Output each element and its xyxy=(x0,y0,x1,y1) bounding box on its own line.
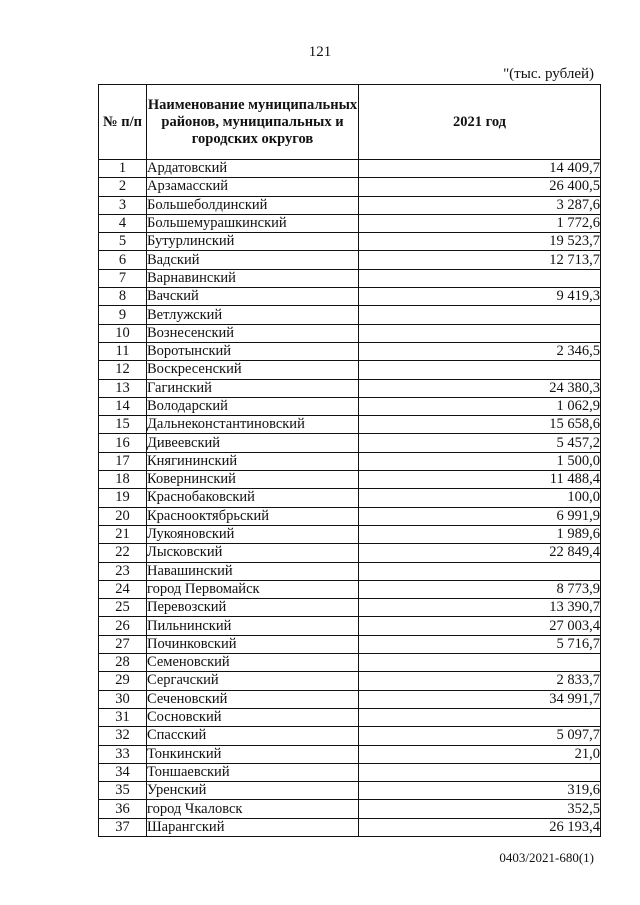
amount-cell xyxy=(359,654,601,672)
row-number-cell: 19 xyxy=(99,489,147,507)
amount-cell: 5 716,7 xyxy=(359,635,601,653)
municipality-name-cell: Бутурлинский xyxy=(147,233,359,251)
page-number: 121 xyxy=(308,44,332,60)
municipality-name-cell: Большемурашкинский xyxy=(147,214,359,232)
municipal-table xyxy=(98,84,601,837)
amount-cell: 6 991,9 xyxy=(359,507,601,525)
table-header-row xyxy=(99,85,601,160)
row-number-cell: 32 xyxy=(99,727,147,745)
table-row xyxy=(99,471,601,489)
amount-cell: 22 849,4 xyxy=(359,544,601,562)
row-number-cell: 16 xyxy=(99,434,147,452)
municipality-name-cell: Тоншаевский xyxy=(147,763,359,781)
amount-cell: 1 062,9 xyxy=(359,397,601,415)
municipality-name-cell: Дальнеконстантиновский xyxy=(147,416,359,434)
municipality-name-cell: Пильнинский xyxy=(147,617,359,635)
amount-cell: 1 772,6 xyxy=(359,214,601,232)
amount-cell xyxy=(359,306,601,324)
amount-cell: 13 390,7 xyxy=(359,599,601,617)
amount-cell: 2 346,5 xyxy=(359,342,601,360)
table-row xyxy=(99,525,601,543)
row-number-cell: 33 xyxy=(99,745,147,763)
table-row xyxy=(99,160,601,178)
row-number-cell: 3 xyxy=(99,196,147,214)
amount-cell xyxy=(359,324,601,342)
amount-cell: 5 457,2 xyxy=(359,434,601,452)
amount-cell: 100,0 xyxy=(359,489,601,507)
amount-cell: 24 380,3 xyxy=(359,379,601,397)
row-number-cell: 35 xyxy=(99,782,147,800)
table-row xyxy=(99,196,601,214)
row-number-cell: 22 xyxy=(99,544,147,562)
row-number-cell: 30 xyxy=(99,690,147,708)
row-number-cell: 11 xyxy=(99,342,147,360)
table-row xyxy=(99,214,601,232)
row-number-cell: 9 xyxy=(99,306,147,324)
amount-cell xyxy=(359,562,601,580)
table-row xyxy=(99,361,601,379)
row-number-cell: 24 xyxy=(99,580,147,598)
table-row xyxy=(99,269,601,287)
table-row xyxy=(99,507,601,525)
amount-cell: 319,6 xyxy=(359,782,601,800)
municipality-name-cell: Воскресенский xyxy=(147,361,359,379)
municipality-name-cell: Воротынский xyxy=(147,342,359,360)
municipality-name-cell: Большеболдинский xyxy=(147,196,359,214)
municipality-name-cell: Навашинский xyxy=(147,562,359,580)
amount-cell: 12 713,7 xyxy=(359,251,601,269)
row-number-cell: 14 xyxy=(99,397,147,415)
municipality-name-cell: Ковернинский xyxy=(147,471,359,489)
row-number-cell: 31 xyxy=(99,708,147,726)
row-number-cell: 36 xyxy=(99,800,147,818)
table-body xyxy=(99,160,601,837)
table-row xyxy=(99,745,601,763)
amount-cell xyxy=(359,269,601,287)
amount-cell: 2 833,7 xyxy=(359,672,601,690)
amount-cell xyxy=(359,708,601,726)
row-number-cell: 20 xyxy=(99,507,147,525)
table-row xyxy=(99,178,601,196)
row-number-cell: 7 xyxy=(99,269,147,287)
row-number-cell: 28 xyxy=(99,654,147,672)
municipality-name-cell: Ветлужский xyxy=(147,306,359,324)
row-number-cell: 37 xyxy=(99,818,147,836)
amount-cell: 21,0 xyxy=(359,745,601,763)
row-number-cell: 17 xyxy=(99,452,147,470)
amount-cell: 26 193,4 xyxy=(359,818,601,836)
row-number-cell: 6 xyxy=(99,251,147,269)
amount-cell: 26 400,5 xyxy=(359,178,601,196)
table-row xyxy=(99,782,601,800)
row-number-cell: 23 xyxy=(99,562,147,580)
amount-cell: 34 991,7 xyxy=(359,690,601,708)
municipality-name-cell: Вадский xyxy=(147,251,359,269)
row-number-cell: 4 xyxy=(99,214,147,232)
table-row xyxy=(99,434,601,452)
row-number-cell: 12 xyxy=(99,361,147,379)
row-number-cell: 10 xyxy=(99,324,147,342)
row-number-cell: 13 xyxy=(99,379,147,397)
amount-cell: 3 287,6 xyxy=(359,196,601,214)
municipality-name-cell: Сосновский xyxy=(147,708,359,726)
municipality-name-cell: город Чкаловск xyxy=(147,800,359,818)
row-number-cell: 1 xyxy=(99,160,147,178)
table-row xyxy=(99,416,601,434)
amount-cell: 8 773,9 xyxy=(359,580,601,598)
document-code: 0403/2021-680(1) xyxy=(499,850,594,865)
table-row xyxy=(99,800,601,818)
row-number-cell: 29 xyxy=(99,672,147,690)
header-num: № п/п xyxy=(99,85,147,160)
table-row xyxy=(99,654,601,672)
municipality-name-cell: Вачский xyxy=(147,288,359,306)
table-row xyxy=(99,288,601,306)
municipality-name-cell: Перевозский xyxy=(147,599,359,617)
table-row xyxy=(99,617,601,635)
municipality-name-cell: Лукояновский xyxy=(147,525,359,543)
municipality-name-cell: Тонкинский xyxy=(147,745,359,763)
municipality-name-cell: город Первомайск xyxy=(147,580,359,598)
municipality-name-cell: Княгининский xyxy=(147,452,359,470)
municipality-name-cell: Краснооктябрьский xyxy=(147,507,359,525)
table-row xyxy=(99,342,601,360)
table-row xyxy=(99,324,601,342)
row-number-cell: 27 xyxy=(99,635,147,653)
unit-note: "(тыс. рублей) xyxy=(503,66,594,82)
amount-cell xyxy=(359,361,601,379)
municipality-name-cell: Ардатовский xyxy=(147,160,359,178)
table-row xyxy=(99,452,601,470)
table-row xyxy=(99,708,601,726)
table-row xyxy=(99,489,601,507)
amount-cell: 352,5 xyxy=(359,800,601,818)
amount-cell: 5 097,7 xyxy=(359,727,601,745)
amount-cell: 19 523,7 xyxy=(359,233,601,251)
amount-cell: 27 003,4 xyxy=(359,617,601,635)
row-number-cell: 21 xyxy=(99,525,147,543)
amount-cell: 11 488,4 xyxy=(359,471,601,489)
table-row xyxy=(99,672,601,690)
municipality-name-cell: Володарский xyxy=(147,397,359,415)
municipality-name-cell: Вознесенский xyxy=(147,324,359,342)
header-name: Наименование муниципальных районов, муниципальных и городских округов xyxy=(147,85,359,160)
municipality-name-cell: Варнавинский xyxy=(147,269,359,287)
municipality-name-cell: Семеновский xyxy=(147,654,359,672)
amount-cell: 9 419,3 xyxy=(359,288,601,306)
row-number-cell: 26 xyxy=(99,617,147,635)
municipality-name-cell: Починковский xyxy=(147,635,359,653)
amount-cell: 14 409,7 xyxy=(359,160,601,178)
table-row xyxy=(99,306,601,324)
municipality-name-cell: Гагинский xyxy=(147,379,359,397)
table-row xyxy=(99,690,601,708)
row-number-cell: 2 xyxy=(99,178,147,196)
row-number-cell: 8 xyxy=(99,288,147,306)
table-row xyxy=(99,763,601,781)
municipality-name-cell: Сеченовский xyxy=(147,690,359,708)
table-row xyxy=(99,599,601,617)
table-row xyxy=(99,635,601,653)
municipality-name-cell: Сергачский xyxy=(147,672,359,690)
amount-cell xyxy=(359,763,601,781)
table-row xyxy=(99,233,601,251)
municipality-name-cell: Лысковский xyxy=(147,544,359,562)
table-row xyxy=(99,251,601,269)
amount-cell: 15 658,6 xyxy=(359,416,601,434)
municipality-name-cell: Спасский xyxy=(147,727,359,745)
table-row xyxy=(99,727,601,745)
municipality-name-cell: Арзамасский xyxy=(147,178,359,196)
row-number-cell: 15 xyxy=(99,416,147,434)
municipality-name-cell: Шарангский xyxy=(147,818,359,836)
amount-cell: 1 989,6 xyxy=(359,525,601,543)
row-number-cell: 25 xyxy=(99,599,147,617)
table-row xyxy=(99,818,601,836)
header-year: 2021 год xyxy=(359,85,601,160)
table-row xyxy=(99,562,601,580)
row-number-cell: 34 xyxy=(99,763,147,781)
amount-cell: 1 500,0 xyxy=(359,452,601,470)
table-row xyxy=(99,397,601,415)
municipality-name-cell: Дивеевский xyxy=(147,434,359,452)
municipality-name-cell: Уренский xyxy=(147,782,359,800)
table-row xyxy=(99,544,601,562)
municipality-name-cell: Краснобаковский xyxy=(147,489,359,507)
row-number-cell: 5 xyxy=(99,233,147,251)
table-row xyxy=(99,580,601,598)
table-row xyxy=(99,379,601,397)
row-number-cell: 18 xyxy=(99,471,147,489)
